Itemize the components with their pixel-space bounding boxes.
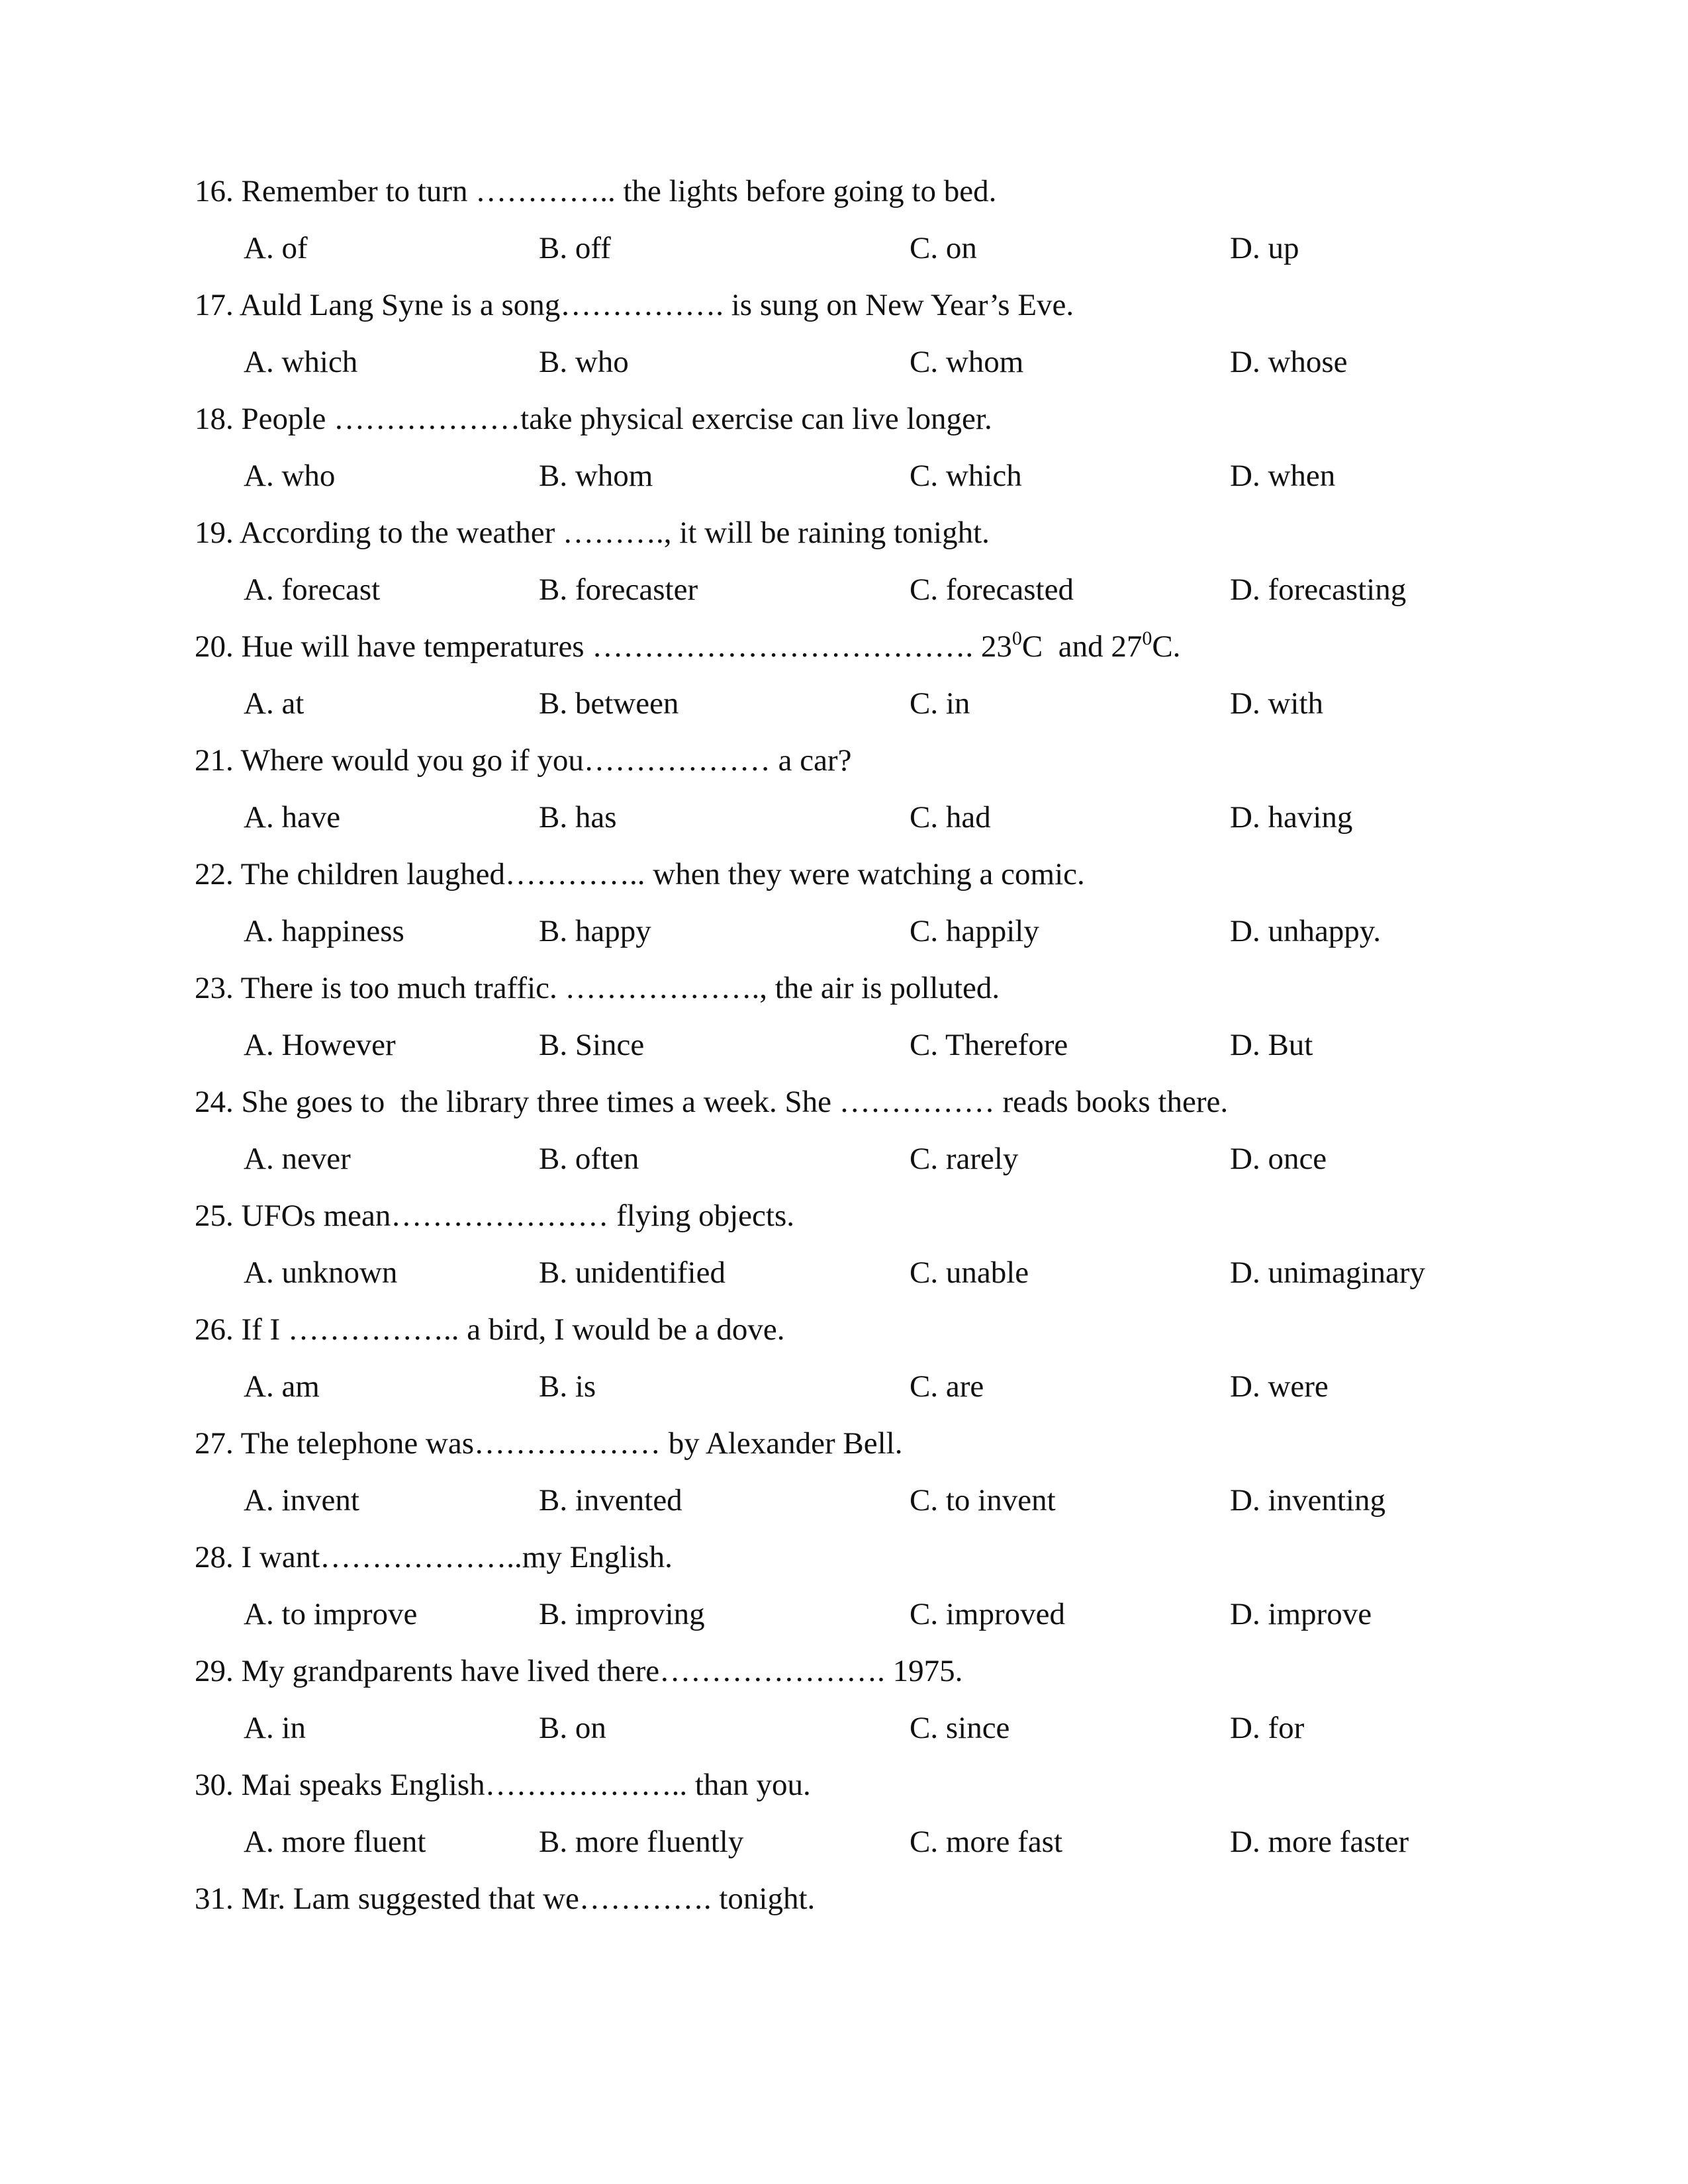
degree-superscript: 0 [1011,627,1022,649]
question-27 [195,1415,1519,1529]
answer-options [195,1358,1519,1415]
question-31 [195,1870,1519,1927]
option-d[interactable]: D. whose [1230,345,1348,379]
question-number: 19. [195,516,234,550]
question-number: 30. [195,1768,234,1802]
question-text: She goes to the library three times a week. She …………… reads books there. [241,1085,1229,1119]
answer-options [195,1017,1519,1073]
option-c[interactable]: C. unable [910,1255,1029,1290]
question-text-end: C. [1152,629,1181,664]
question-text: Hue will have temperatures ………………………………. 23 [241,629,1012,664]
question-stem [195,277,1519,334]
question-number: 21. [195,743,234,778]
question-25 [195,1187,1519,1301]
question-23 [195,960,1519,1073]
question-text: People ………………take physical exercise can live longer. [241,402,992,436]
question-text: Mr. Lam suggested that we…………. tonight. [241,1882,816,1916]
question-number: 24. [195,1085,234,1119]
option-c[interactable]: C. since [910,1711,1010,1745]
question-number: 25. [195,1199,234,1233]
question-text-mid: C and 27 [1021,629,1143,664]
option-a[interactable]: A. who [244,459,336,493]
question-text: If I …………….. a bird, I would be a dove. [241,1312,785,1347]
answer-options [195,1813,1519,1870]
question-stem [195,1415,1519,1472]
question-16 [195,163,1519,277]
option-a[interactable]: A. However [244,1028,396,1062]
option-a[interactable]: A. which [244,345,358,379]
question-stem [195,1301,1519,1358]
option-d[interactable]: D. inventing [1230,1483,1385,1518]
option-a[interactable]: A. of [244,231,308,265]
option-c[interactable]: C. to invent [910,1483,1056,1518]
option-b[interactable]: B. happy [539,914,651,948]
answer-options [195,447,1519,504]
question-number: 26. [195,1312,234,1347]
option-c[interactable]: C. on [910,231,977,265]
question-text: UFOs mean………………… flying objects. [241,1199,794,1233]
question-text: The telephone was……………… by Alexander Bell. [240,1426,903,1461]
question-number: 18. [195,402,234,436]
option-a[interactable]: A. forecast [244,572,381,607]
question-text: There is too much traffic. ………………., the air is polluted. [240,971,1000,1005]
option-b[interactable]: B. who [539,345,629,379]
option-c[interactable]: C. improved [910,1597,1065,1631]
option-b[interactable]: B. often [539,1142,639,1176]
question-18 [195,390,1519,504]
question-stem [195,960,1519,1017]
question-number: 27. [195,1426,234,1461]
question-29 [195,1643,1519,1756]
question-stem [195,1643,1519,1700]
question-number: 23. [195,971,234,1005]
option-b[interactable]: B. is [539,1369,596,1404]
question-stem [195,504,1519,561]
option-d[interactable]: D. unimaginary [1230,1255,1425,1290]
question-22 [195,846,1519,960]
option-a[interactable]: A. to improve [244,1597,418,1631]
option-a[interactable]: A. invent [244,1483,359,1518]
answer-options [195,1472,1519,1529]
option-c[interactable]: C. are [910,1369,984,1404]
option-d[interactable]: D. But [1230,1028,1313,1062]
option-a[interactable]: A. in [244,1711,306,1745]
answer-options [195,220,1519,277]
option-a[interactable]: A. at [244,686,305,721]
question-text: Mai speaks English……………….. than you. [241,1768,811,1802]
question-stem [195,1529,1519,1586]
question-stem [195,732,1519,789]
question-number: 17. [195,288,234,322]
option-d[interactable]: D. forecasting [1230,572,1407,607]
option-b[interactable]: B. between [539,686,679,721]
answer-options [195,1130,1519,1187]
option-d[interactable]: D. once [1230,1142,1327,1176]
question-stem [195,618,1519,675]
answer-options [195,1244,1519,1301]
question-text: The children laughed………….. when they were watching a comic. [240,857,1085,891]
question-text: According to the weather ………., it will be raining tonight. [239,516,990,550]
option-d[interactable]: D. with [1230,686,1323,721]
option-c[interactable]: C. whom [910,345,1024,379]
option-c[interactable]: C. had [910,800,991,835]
question-number: 22. [195,857,234,891]
option-b[interactable]: B. invented [539,1483,682,1518]
option-d[interactable]: D. were [1230,1369,1329,1404]
option-b[interactable]: B. Since [539,1028,645,1062]
question-text: Where would you go if you……………… a car? [240,743,852,778]
option-a[interactable]: A. unknown [244,1255,398,1290]
option-a[interactable]: A. never [244,1142,351,1176]
question-stem [195,846,1519,903]
question-28 [195,1529,1519,1643]
answer-options [195,903,1519,960]
question-26 [195,1301,1519,1415]
question-17 [195,277,1519,390]
question-stem [195,163,1519,220]
answer-options [195,789,1519,846]
option-c[interactable]: C. which [910,459,1022,493]
question-stem [195,1073,1519,1130]
option-b[interactable]: B. whom [539,459,653,493]
option-d[interactable]: D. up [1230,231,1299,265]
question-stem [195,1870,1519,1927]
question-text: My grandparents have lived there…………………. 1975. [241,1654,963,1688]
option-d[interactable]: D. improve [1230,1597,1372,1631]
question-text: I want………………..my English. [241,1540,673,1574]
question-24 [195,1073,1519,1187]
question-number: 28. [195,1540,234,1574]
question-30 [195,1756,1519,1870]
question-number: 16. [195,174,234,208]
option-c[interactable]: C. more fast [910,1825,1063,1859]
option-c[interactable]: C. forecasted [910,572,1074,607]
question-number: 29. [195,1654,234,1688]
answer-options [195,1586,1519,1643]
question-19 [195,504,1519,618]
question-stem [195,390,1519,447]
option-c[interactable]: C. happily [910,914,1039,948]
question-stem [195,1187,1519,1244]
answer-options [195,675,1519,732]
option-a[interactable]: A. happiness [244,914,404,948]
option-c[interactable]: C. in [910,686,970,721]
option-b[interactable]: B. off [539,231,611,265]
option-b[interactable]: B. unidentified [539,1255,726,1290]
option-b[interactable]: B. forecaster [539,572,698,607]
question-text: Remember to turn ………….. the lights before going to bed. [241,174,997,208]
option-a[interactable]: A. am [244,1369,320,1404]
question-number: 20. [195,629,234,664]
answer-options [195,561,1519,618]
question-21 [195,732,1519,846]
option-d[interactable]: D. when [1230,459,1336,493]
question-20 [195,618,1519,732]
question-text: Auld Lang Syne is a song……………. is sung on New Year’s Eve. [239,288,1074,322]
option-b[interactable]: B. improving [539,1597,705,1631]
option-a[interactable]: A. more fluent [244,1825,426,1859]
option-d[interactable]: D. unhappy. [1230,914,1382,948]
answer-options [195,1700,1519,1756]
option-a[interactable]: A. have [244,800,341,835]
question-stem [195,1756,1519,1813]
option-d[interactable]: D. more faster [1230,1825,1409,1859]
option-b[interactable]: B. more fluently [539,1825,744,1859]
option-b[interactable]: B. has [539,800,617,835]
degree-superscript: 0 [1142,627,1152,649]
option-d[interactable]: D. for [1230,1711,1305,1745]
answer-options [195,334,1519,390]
option-c[interactable]: C. Therefore [910,1028,1068,1062]
question-number: 31. [195,1882,234,1916]
option-b[interactable]: B. on [539,1711,606,1745]
option-d[interactable]: D. having [1230,800,1353,835]
option-c[interactable]: C. rarely [910,1142,1019,1176]
